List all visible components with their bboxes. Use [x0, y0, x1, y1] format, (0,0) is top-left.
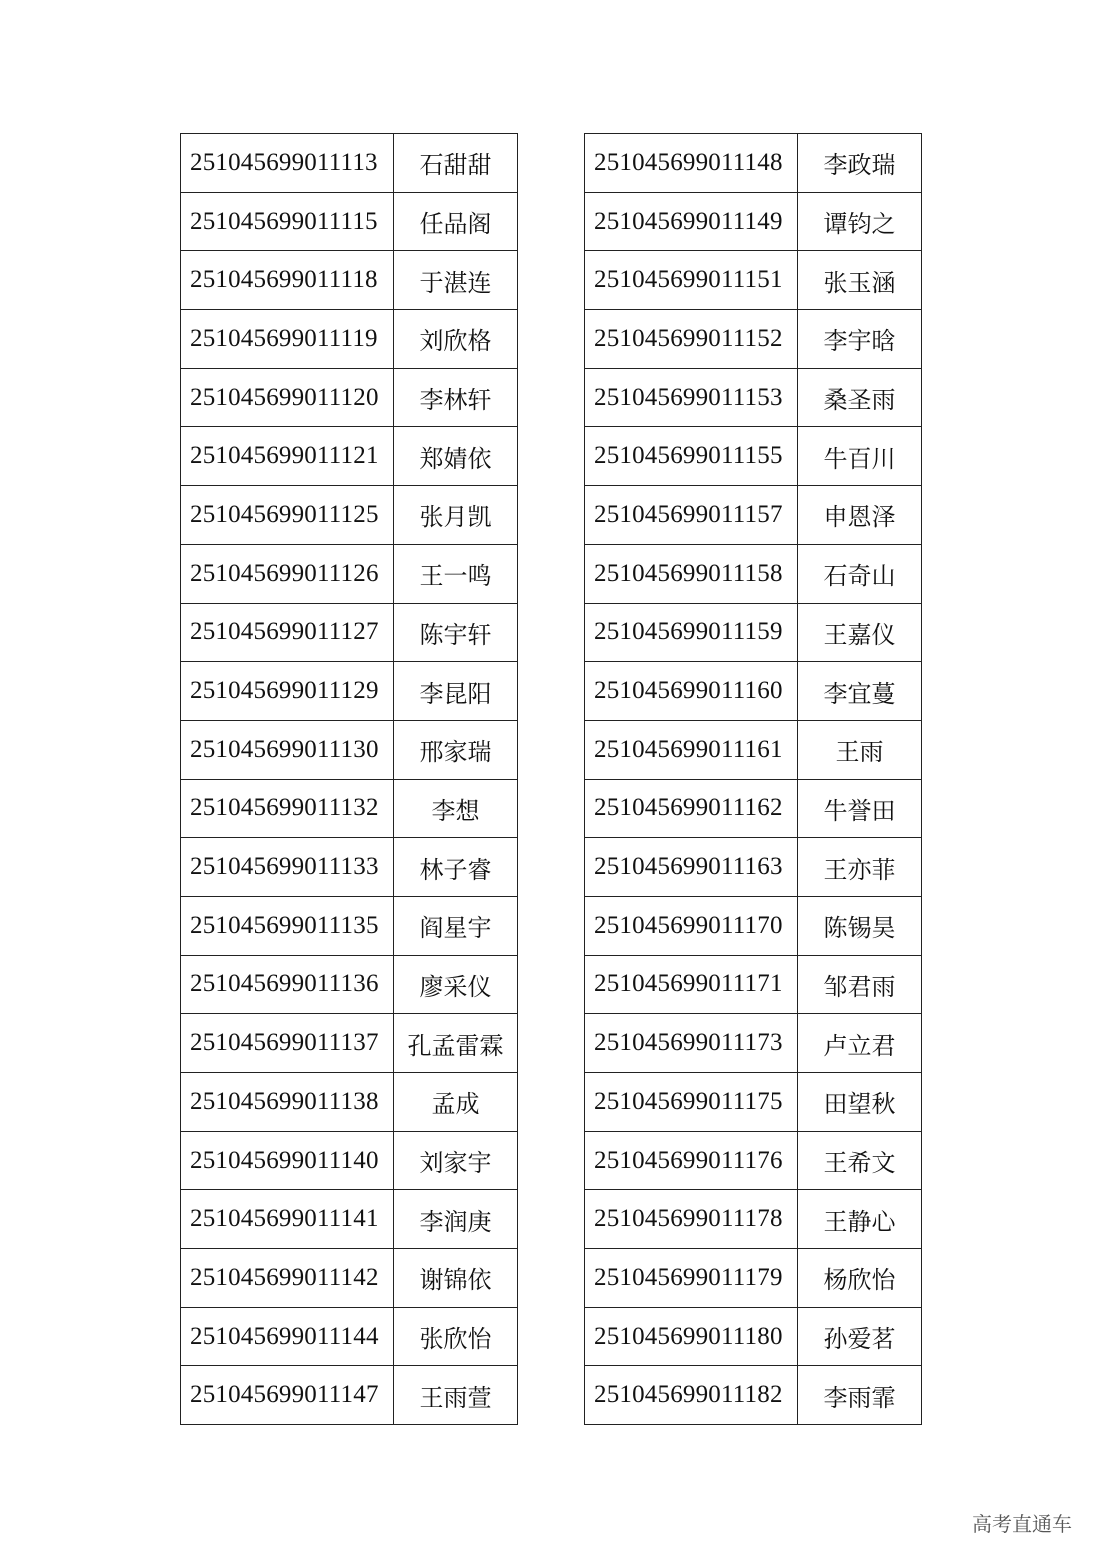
table-row [181, 955, 518, 1014]
student-name-cell: 石甜甜 [394, 134, 518, 193]
table-row [181, 427, 518, 486]
student-id-cell: 251045699011155 [585, 427, 798, 486]
student-id-cell: 251045699011161 [585, 720, 798, 779]
table-row [585, 896, 922, 955]
student-name-cell: 李昆阳 [394, 662, 518, 721]
student-name-cell: 阎星宇 [394, 896, 518, 955]
table-row [181, 662, 518, 721]
table-row [181, 486, 518, 545]
table-row [181, 251, 518, 310]
student-id-cell: 251045699011126 [181, 544, 394, 603]
table-row [585, 720, 922, 779]
table-row [585, 427, 922, 486]
student-id-cell: 251045699011179 [585, 1249, 798, 1308]
student-name-cell: 王雨 [798, 720, 922, 779]
student-name-cell: 李想 [394, 779, 518, 838]
table-row [585, 1073, 922, 1132]
student-name-cell: 任品阁 [394, 192, 518, 251]
student-name-cell: 王希文 [798, 1131, 922, 1190]
table-row [585, 310, 922, 369]
student-id-cell: 251045699011144 [181, 1307, 394, 1366]
table-row [585, 955, 922, 1014]
student-id-cell: 251045699011171 [585, 955, 798, 1014]
student-id-cell: 251045699011151 [585, 251, 798, 310]
table-row [181, 1131, 518, 1190]
table-row [181, 603, 518, 662]
student-id-cell: 251045699011119 [181, 310, 394, 369]
student-name-cell: 陈宇轩 [394, 603, 518, 662]
student-id-cell: 251045699011142 [181, 1249, 394, 1308]
table-row [585, 544, 922, 603]
student-id-cell: 251045699011149 [585, 192, 798, 251]
student-name-cell: 张玉涵 [798, 251, 922, 310]
student-name-cell: 王静心 [798, 1190, 922, 1249]
table-row [585, 1131, 922, 1190]
table-row [585, 1307, 922, 1366]
student-id-cell: 251045699011120 [181, 368, 394, 427]
student-name-cell: 邹君雨 [798, 955, 922, 1014]
student-id-cell: 251045699011175 [585, 1073, 798, 1132]
student-id-cell: 251045699011162 [585, 779, 798, 838]
student-id-cell: 251045699011125 [181, 486, 394, 545]
student-name-cell: 杨欣怡 [798, 1249, 922, 1308]
table-row [585, 662, 922, 721]
student-name-cell: 李润庚 [394, 1190, 518, 1249]
student-id-cell: 251045699011118 [181, 251, 394, 310]
table-row [585, 1366, 922, 1425]
student-name-cell: 谭钧之 [798, 192, 922, 251]
table-row [585, 134, 922, 193]
student-id-cell: 251045699011141 [181, 1190, 394, 1249]
student-name-cell: 田望秋 [798, 1073, 922, 1132]
student-name-cell: 邢家瑞 [394, 720, 518, 779]
student-name-cell: 陈锡昊 [798, 896, 922, 955]
student-name-cell: 孟成 [394, 1073, 518, 1132]
table-row [181, 1190, 518, 1249]
student-name-cell: 申恩泽 [798, 486, 922, 545]
student-id-cell: 251045699011148 [585, 134, 798, 193]
student-id-cell: 251045699011180 [585, 1307, 798, 1366]
student-name-cell: 李宇晗 [798, 310, 922, 369]
table-row [181, 368, 518, 427]
student-id-cell: 251045699011130 [181, 720, 394, 779]
student-name-cell: 李宜蔓 [798, 662, 922, 721]
student-name-cell: 张月凯 [394, 486, 518, 545]
table-row [585, 192, 922, 251]
table-row [181, 192, 518, 251]
table-row [585, 368, 922, 427]
student-id-cell: 251045699011113 [181, 134, 394, 193]
student-id-cell: 251045699011160 [585, 662, 798, 721]
student-name-cell: 王雨萱 [394, 1366, 518, 1425]
table-row [181, 838, 518, 897]
student-table-left [180, 133, 518, 1425]
table-row [585, 486, 922, 545]
student-name-cell: 李雨霏 [798, 1366, 922, 1425]
table-row [181, 310, 518, 369]
table-row [585, 603, 922, 662]
student-name-cell: 李林轩 [394, 368, 518, 427]
student-id-cell: 251045699011115 [181, 192, 394, 251]
student-id-cell: 251045699011153 [585, 368, 798, 427]
student-id-cell: 251045699011147 [181, 1366, 394, 1425]
student-id-cell: 251045699011137 [181, 1014, 394, 1073]
student-id-cell: 251045699011170 [585, 896, 798, 955]
table-row [181, 1073, 518, 1132]
student-name-cell: 牛百川 [798, 427, 922, 486]
student-name-cell: 桑圣雨 [798, 368, 922, 427]
table-row [181, 544, 518, 603]
table-row [181, 1307, 518, 1366]
student-id-cell: 251045699011129 [181, 662, 394, 721]
table-row [181, 720, 518, 779]
watermark: 高考直通车 [972, 1512, 1072, 1536]
table-row [181, 134, 518, 193]
student-name-cell: 李政瑞 [798, 134, 922, 193]
student-name-cell: 于湛连 [394, 251, 518, 310]
table-row [181, 1366, 518, 1425]
table-row [585, 1249, 922, 1308]
student-id-cell: 251045699011140 [181, 1131, 394, 1190]
student-name-cell: 卢立君 [798, 1014, 922, 1073]
student-name-cell: 孙爱茗 [798, 1307, 922, 1366]
student-name-cell: 郑婧依 [394, 427, 518, 486]
student-id-cell: 251045699011135 [181, 896, 394, 955]
student-name-cell: 王嘉仪 [798, 603, 922, 662]
student-id-cell: 251045699011136 [181, 955, 394, 1014]
student-name-cell: 廖采仪 [394, 955, 518, 1014]
table-row [181, 779, 518, 838]
student-name-cell: 刘家宇 [394, 1131, 518, 1190]
table-row [181, 1014, 518, 1073]
student-id-cell: 251045699011138 [181, 1073, 394, 1132]
table-row [181, 1249, 518, 1308]
table-row [585, 779, 922, 838]
student-id-cell: 251045699011163 [585, 838, 798, 897]
student-name-cell: 刘欣格 [394, 310, 518, 369]
student-id-cell: 251045699011173 [585, 1014, 798, 1073]
student-name-cell: 石奇山 [798, 544, 922, 603]
student-id-cell: 251045699011178 [585, 1190, 798, 1249]
student-name-cell: 张欣怡 [394, 1307, 518, 1366]
student-name-cell: 王一鸣 [394, 544, 518, 603]
student-id-cell: 251045699011133 [181, 838, 394, 897]
student-name-cell: 王亦菲 [798, 838, 922, 897]
table-row [585, 1014, 922, 1073]
student-name-cell: 林子睿 [394, 838, 518, 897]
student-id-cell: 251045699011127 [181, 603, 394, 662]
student-table-right [584, 133, 922, 1425]
student-name-cell: 牛誉田 [798, 779, 922, 838]
student-id-cell: 251045699011159 [585, 603, 798, 662]
table-row [585, 251, 922, 310]
student-id-cell: 251045699011158 [585, 544, 798, 603]
student-id-cell: 251045699011152 [585, 310, 798, 369]
student-id-cell: 251045699011132 [181, 779, 394, 838]
student-id-cell: 251045699011121 [181, 427, 394, 486]
table-row [181, 896, 518, 955]
student-id-cell: 251045699011182 [585, 1366, 798, 1425]
table-row [585, 1190, 922, 1249]
student-name-cell: 孔孟雷霖 [394, 1014, 518, 1073]
table-row [585, 838, 922, 897]
student-id-cell: 251045699011176 [585, 1131, 798, 1190]
student-name-cell: 谢锦依 [394, 1249, 518, 1308]
student-id-cell: 251045699011157 [585, 486, 798, 545]
